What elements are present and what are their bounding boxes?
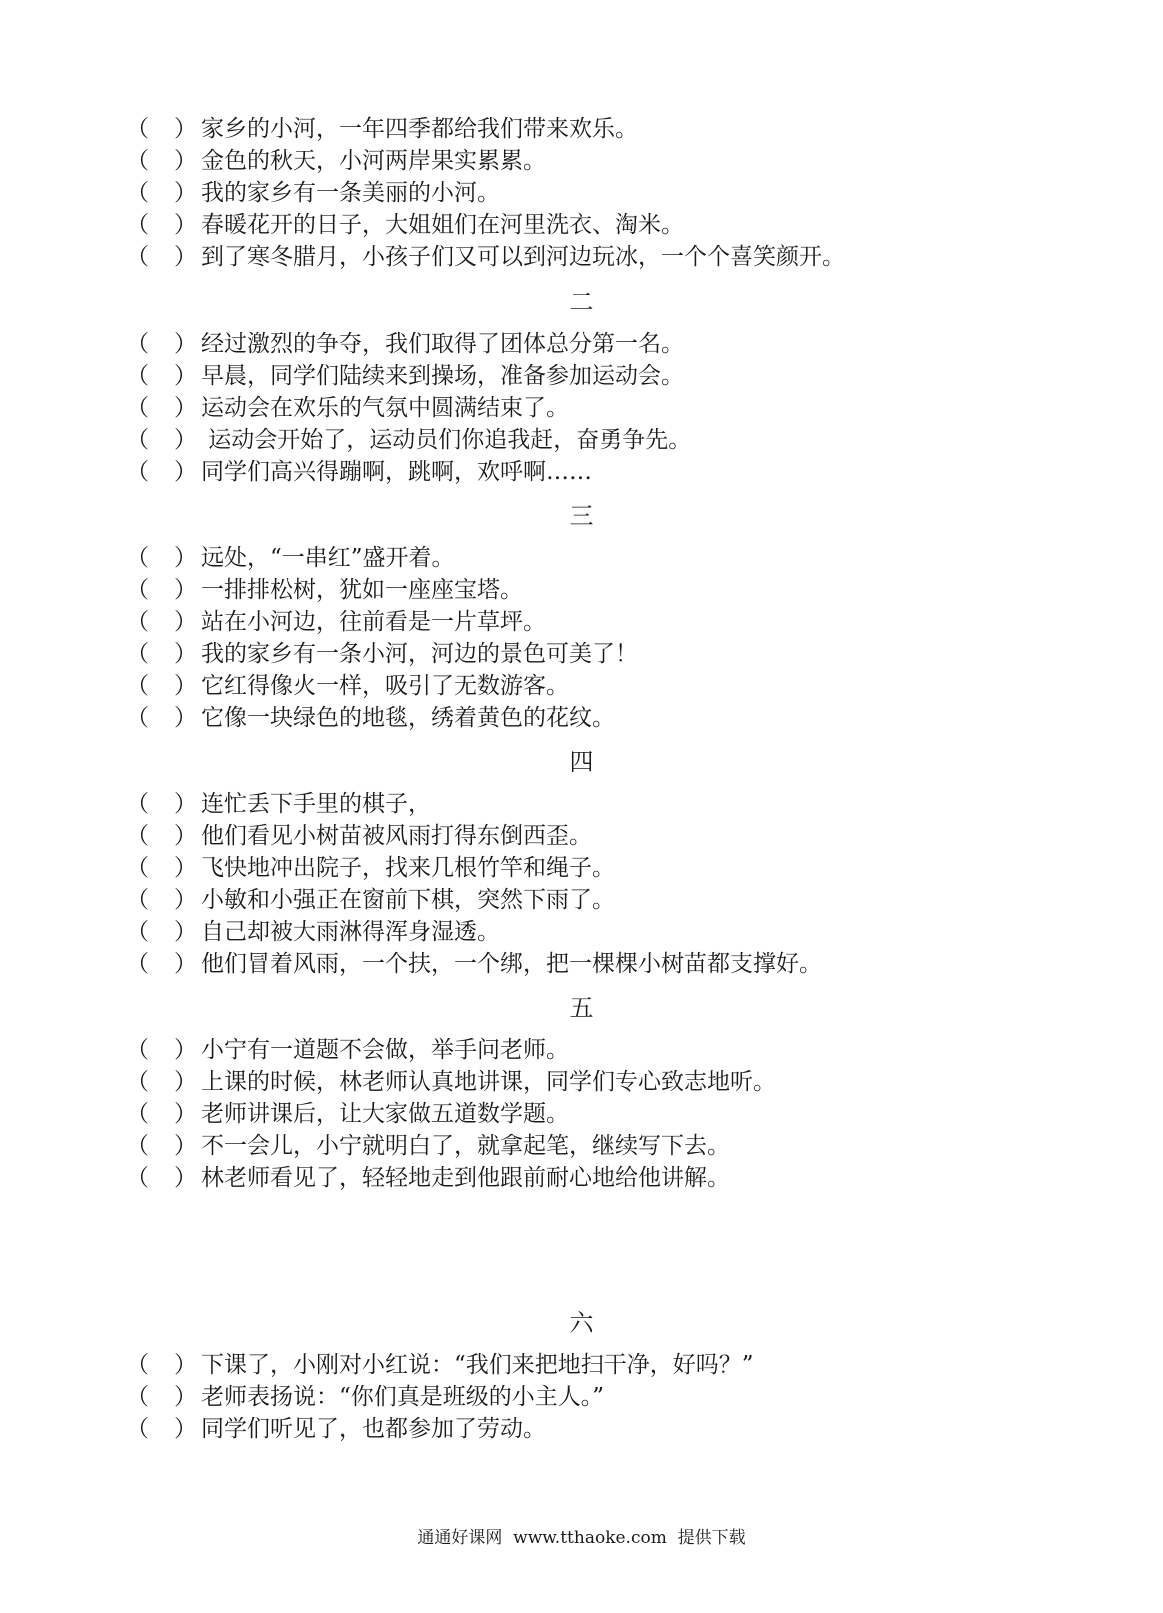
list-item (0, 820, 1163, 852)
paren-right: ） (174, 244, 197, 270)
paren-left: （ (126, 855, 149, 881)
section-title: 三 (569, 502, 594, 530)
sentence-text: 运动会开始了，运动员们你追我赶，奋勇争先。 (201, 427, 692, 453)
sentence-text: 它红得像火一样，吸引了无数游客。 (201, 673, 569, 699)
sentence-text: 我的家乡有一条小河，河边的景色可美了！ (201, 641, 638, 667)
paren-right: ） (174, 673, 197, 699)
paren-left: （ (126, 427, 149, 453)
paren-right: ） (174, 823, 197, 849)
paren-left: （ (126, 887, 149, 913)
paren-right: ） (174, 1101, 197, 1127)
sentence-text: 经过激烈的争夺，我们取得了团体总分第一名。 (201, 331, 684, 357)
sentence-text: 运动会在欢乐的气氛中圆满结束了。 (201, 395, 569, 421)
paren-right: ） (174, 1165, 197, 1191)
paren-right: ） (174, 331, 197, 357)
list-item (0, 916, 1163, 948)
paren-left: （ (126, 1037, 149, 1063)
paren-left: （ (126, 1133, 149, 1159)
paren-left: （ (126, 331, 149, 357)
paren-left: （ (126, 212, 149, 238)
sentence-text: 同学们听见了，也都参加了劳动。 (201, 1416, 546, 1442)
paren-left: （ (126, 395, 149, 421)
list-item (0, 1130, 1163, 1162)
list-item (0, 424, 1163, 456)
list-item (0, 606, 1163, 638)
paren-left: （ (126, 705, 149, 731)
sentence-text: 小敏和小强正在窗前下棋，突然下雨了。 (201, 887, 615, 913)
paren-left: （ (126, 116, 149, 142)
paren-right: ） (174, 148, 197, 174)
section-2 (0, 288, 1163, 488)
paren-left: （ (126, 641, 149, 667)
list-item (0, 788, 1163, 820)
sentence-text: 自己却被大雨淋得浑身湿透。 (201, 919, 500, 945)
paren-right: ） (174, 363, 197, 389)
sentence-text: 家乡的小河，一年四季都给我们带来欢乐。 (201, 116, 638, 142)
paren-right: ） (174, 855, 197, 881)
paren-right: ） (174, 791, 197, 817)
paren-right: ） (174, 212, 197, 238)
paren-left: （ (126, 673, 149, 699)
section-title: 二 (569, 288, 594, 316)
sentence-text: 站在小河边，往前看是一片草坪。 (201, 609, 546, 635)
sentence-text: 连忙丢下手里的棋子， (201, 791, 431, 817)
sentence-text: 它像一块绿色的地毯，绣着黄色的花纹。 (201, 705, 615, 731)
list-item (0, 1162, 1163, 1194)
sentence-text: 上课的时候，林老师认真地讲课，同学们专心致志地听。 (201, 1069, 776, 1095)
list-item (0, 852, 1163, 884)
paren-right: ） (174, 705, 197, 731)
paren-right: ） (174, 919, 197, 945)
paren-left: （ (126, 1384, 149, 1410)
section-4 (0, 748, 1163, 980)
sentence-text: 我的家乡有一条美丽的小河。 (201, 180, 500, 206)
list-item (0, 360, 1163, 392)
list-item (0, 209, 1163, 241)
section-title: 五 (569, 994, 594, 1022)
list-item (0, 456, 1163, 488)
list-item (0, 328, 1163, 360)
list-item (0, 884, 1163, 916)
section-3 (0, 502, 1163, 734)
paren-right: ） (174, 609, 197, 635)
paren-right: ） (174, 427, 197, 453)
list-item (0, 177, 1163, 209)
paren-left: （ (126, 1352, 149, 1378)
paren-left: （ (126, 363, 149, 389)
sentence-text: 到了寒冬腊月，小孩子们又可以到河边玩冰，一个个喜笑颜开。 (201, 244, 845, 270)
list-item (0, 392, 1163, 424)
sentence-text: 飞快地冲出院子，找来几根竹竿和绳子。 (201, 855, 615, 881)
list-item (0, 574, 1163, 606)
paren-right: ） (174, 1037, 197, 1063)
paren-right: ） (174, 545, 197, 571)
list-item (0, 670, 1163, 702)
paren-right: ） (174, 1416, 197, 1442)
list-item (0, 1381, 1163, 1413)
paren-left: （ (126, 1416, 149, 1442)
paren-left: （ (126, 919, 149, 945)
paren-left: （ (126, 609, 149, 635)
paren-right: ） (174, 1384, 197, 1410)
list-item (0, 145, 1163, 177)
sentence-text: 他们冒着风雨，一个扶，一个绑，把一棵棵小树苗都支撑好。 (201, 951, 822, 977)
list-item (0, 948, 1163, 980)
paren-left: （ (126, 459, 149, 485)
paren-left: （ (126, 1069, 149, 1095)
paren-left: （ (126, 823, 149, 849)
paren-right: ） (174, 577, 197, 603)
sentence-text: 远处，“一串红”盛开着。 (201, 545, 455, 571)
paren-right: ） (174, 459, 197, 485)
sentence-text: 老师表扬说：“你们真是班级的小主人。” (201, 1384, 605, 1410)
sentence-text: 下课了，小刚对小红说：“我们来把地扫干净，好吗？” (201, 1352, 754, 1378)
sentence-text: 老师讲课后，让大家做五道数学题。 (201, 1101, 569, 1127)
paren-right: ） (174, 1133, 197, 1159)
sentence-text: 同学们高兴得蹦啊，跳啊，欢呼啊…… (201, 459, 592, 485)
list-item (0, 702, 1163, 734)
list-item (0, 638, 1163, 670)
paren-right: ） (174, 1352, 197, 1378)
paren-right: ） (174, 116, 197, 142)
paren-right: ） (174, 887, 197, 913)
paren-right: ） (174, 180, 197, 206)
sentence-text: 一排排松树，犹如一座座宝塔。 (201, 577, 523, 603)
paren-left: （ (126, 1165, 149, 1191)
sentence-text: 春暖花开的日子，大姐姐们在河里洗衣、淘米。 (201, 212, 684, 238)
list-item (0, 1034, 1163, 1066)
list-item (0, 1413, 1163, 1445)
paren-right: ） (174, 951, 197, 977)
paren-right: ） (174, 395, 197, 421)
paren-left: （ (126, 951, 149, 977)
list-item (0, 241, 1163, 273)
section-title: 六 (569, 1309, 594, 1337)
paren-left: （ (126, 148, 149, 174)
paren-left: （ (126, 577, 149, 603)
section-title: 四 (569, 748, 594, 776)
list-item (0, 1098, 1163, 1130)
sentence-text: 早晨，同学们陆续来到操场，准备参加运动会。 (201, 363, 684, 389)
list-item (0, 1349, 1163, 1381)
paren-right: ） (174, 1069, 197, 1095)
paren-left: （ (126, 180, 149, 206)
paren-left: （ (126, 545, 149, 571)
paren-right: ） (174, 641, 197, 667)
section-6 (0, 1309, 1163, 1445)
paren-left: （ (126, 1101, 149, 1127)
sentence-text: 小宁有一道题不会做，举手问老师。 (201, 1037, 569, 1063)
sentence-text: 不一会儿，小宁就明白了，就拿起笔，继续写下去。 (201, 1133, 730, 1159)
paren-left: （ (126, 791, 149, 817)
list-item (0, 542, 1163, 574)
page-footer: 通通好课网 www.tthaoke.com 提供下载 (417, 1528, 746, 1548)
section-5 (0, 994, 1163, 1194)
sentence-text: 他们看见小树苗被风雨打得东倒西歪。 (201, 823, 592, 849)
list-item (0, 1066, 1163, 1098)
sentence-text: 林老师看见了，轻轻地走到他跟前耐心地给他讲解。 (201, 1165, 730, 1191)
section-1 (0, 113, 1163, 273)
sentence-text: 金色的秋天，小河两岸果实累累。 (201, 148, 546, 174)
list-item (0, 113, 1163, 145)
paren-left: （ (126, 244, 149, 270)
